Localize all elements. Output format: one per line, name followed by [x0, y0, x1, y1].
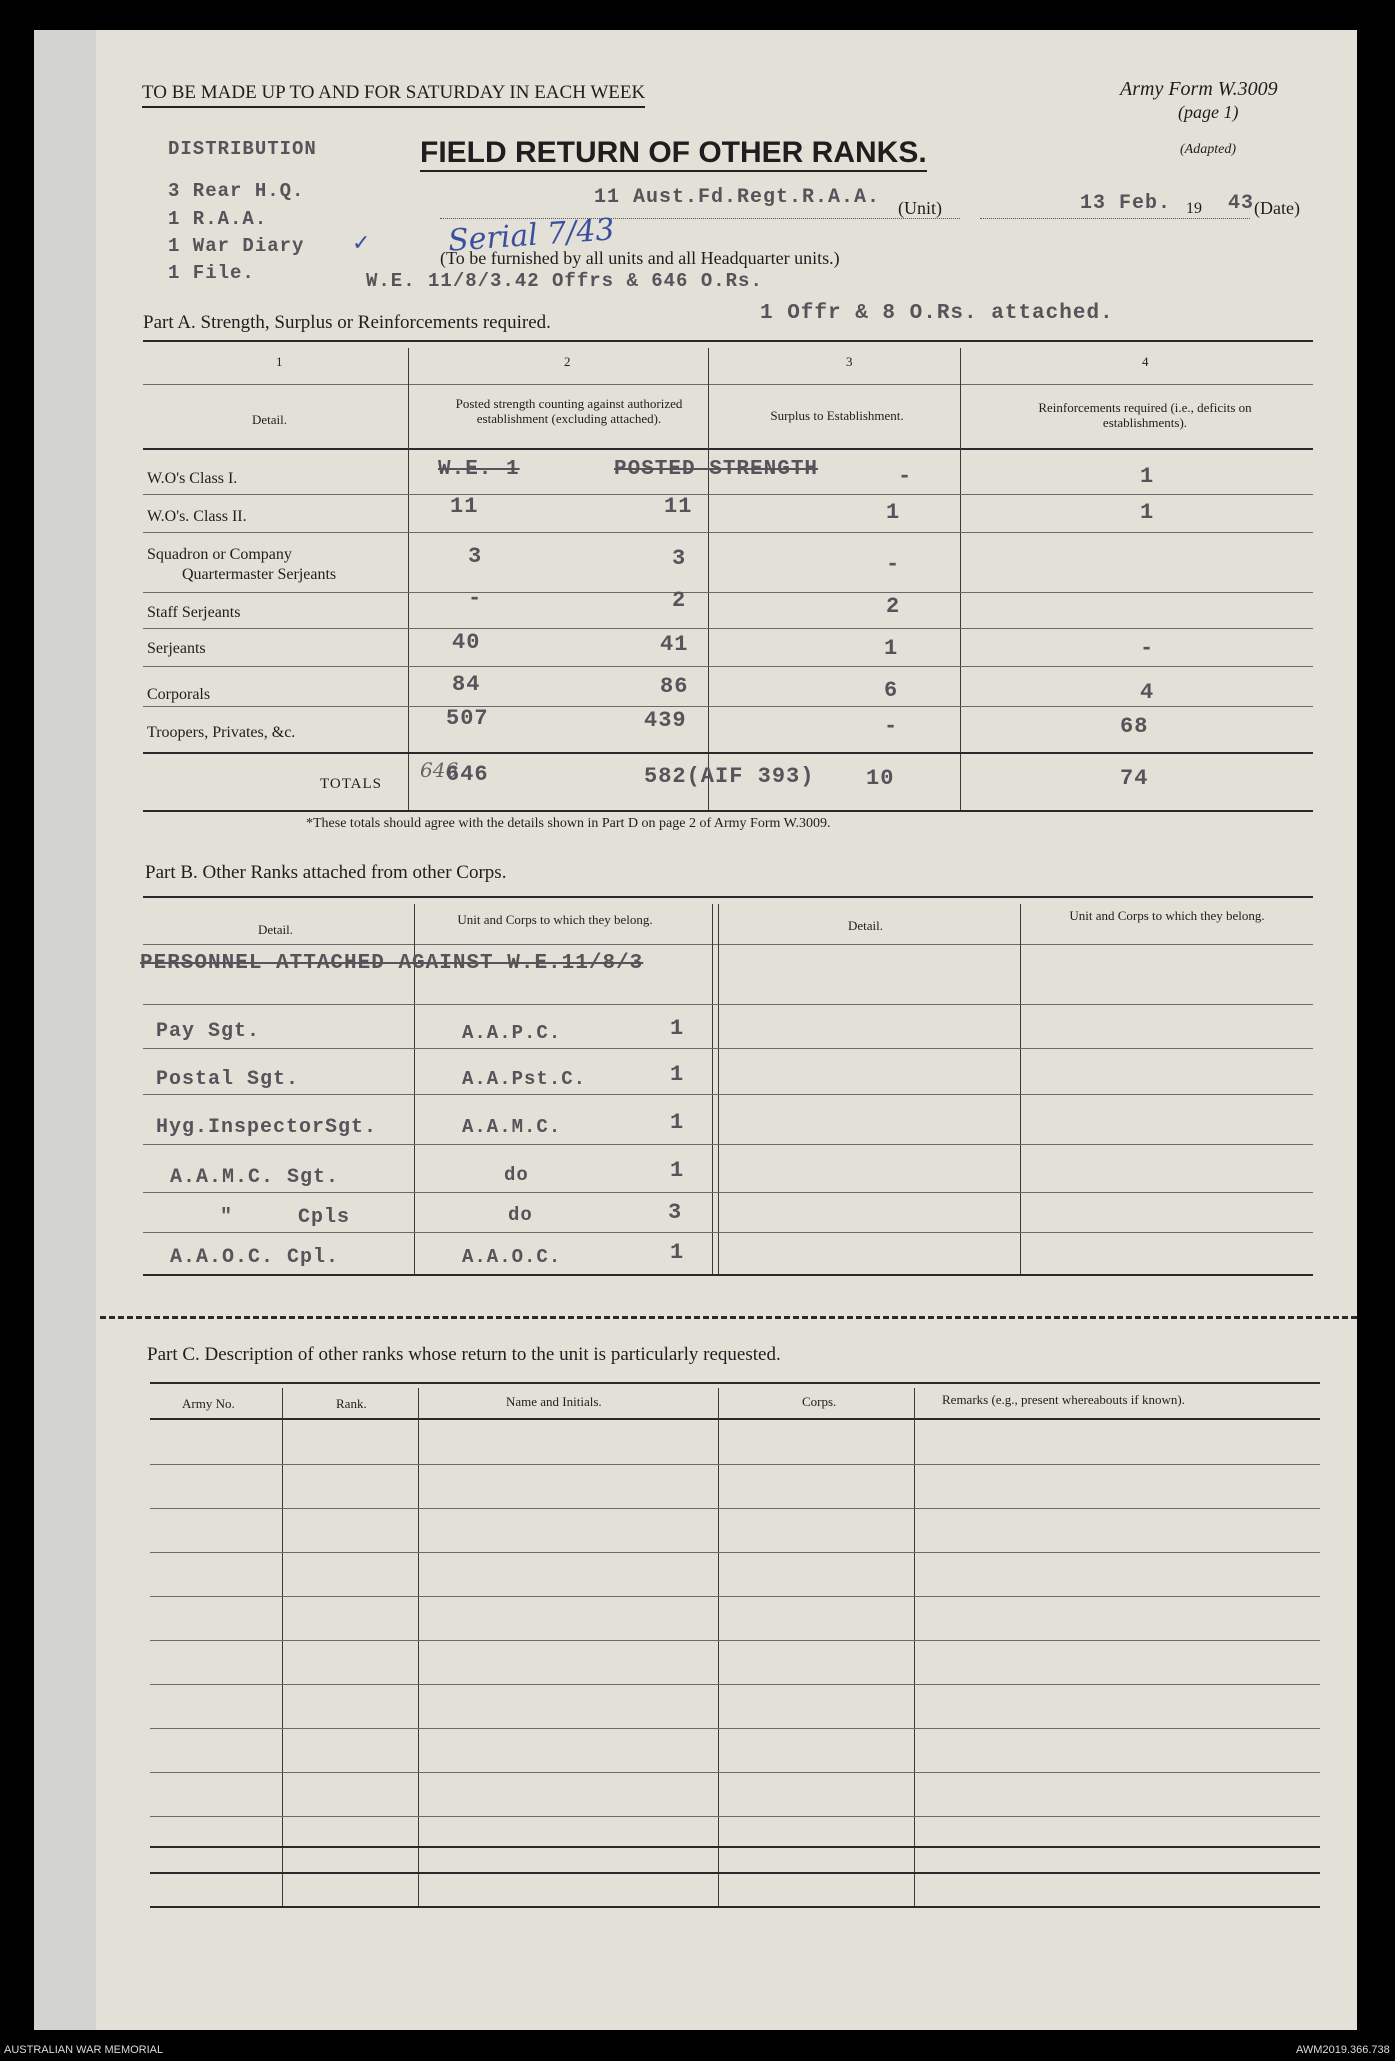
typed-attached-line: 1 Offr & 8 O.Rs. attached.: [760, 302, 1114, 325]
part-c-rule-2: [150, 1508, 1320, 1509]
distribution-line-4: 1 File.: [168, 262, 255, 284]
part-b-vline-2: [712, 904, 713, 1274]
adapted-note: (Adapted): [1180, 142, 1236, 157]
part-a-vline-3: [960, 348, 961, 812]
distribution-line-2: 1 R.A.A.: [168, 208, 268, 230]
row-staff-sjts-posted: 2: [672, 588, 687, 613]
typed-we-line: W.E. 11/8/3.42 Offrs & 646 O.Rs.: [366, 270, 763, 292]
tear-dashed-line: [100, 1316, 1357, 1319]
row-label-wo1: W.O's Class I.: [147, 470, 238, 487]
row-corporals-reinf: 4: [1140, 680, 1155, 705]
row-serjeants-reinf: -: [1140, 636, 1155, 661]
part-c-rule-1: [150, 1464, 1320, 1465]
part-c-top-rule: [150, 1382, 1320, 1384]
row-corporals-posted: 86: [660, 674, 689, 699]
row-label-sqms: Squadron or Company: [147, 546, 292, 563]
part-a-vline-1: [408, 348, 409, 812]
row-staff-sjts-surplus: 2: [886, 594, 901, 619]
part-b-row5-detail: " Cpls: [220, 1206, 351, 1229]
distribution-heading: DISTRIBUTION: [168, 138, 317, 160]
part-b-row5-count: 3: [668, 1200, 683, 1225]
part-b-rule-5: [143, 1192, 1313, 1193]
part-c-vline-2: [418, 1388, 419, 1908]
row-rule-3: [143, 592, 1313, 593]
row-label-corporals: Corporals: [147, 686, 211, 703]
row-sqms-posted: 3: [672, 546, 687, 571]
part-b-row3-detail: Hyg.InspectorSgt.: [156, 1116, 378, 1139]
totals-reinf: 74: [1120, 766, 1149, 791]
row-rule-5: [143, 666, 1313, 667]
row-serjeants-posted: 41: [660, 632, 689, 657]
part-b-row4-detail: A.A.M.C. Sgt.: [170, 1166, 340, 1189]
part-a-header-reinforcements: Reinforcements required (i.e., deficits on establishments).: [1038, 400, 1252, 430]
part-c-header-rank: Rank.: [336, 1396, 367, 1411]
row-troopers-surplus: -: [884, 714, 899, 739]
row-corporals-we: 84: [452, 672, 481, 697]
part-c-rule-5: [150, 1640, 1320, 1641]
part-c-header-army-no: Army No.: [182, 1396, 235, 1411]
totals-top-rule: [143, 752, 1313, 754]
part-a-typed-we: W.E. 1: [438, 458, 520, 481]
form-page: (page 1): [1178, 102, 1239, 122]
part-b-row5-unit: do: [508, 1204, 533, 1226]
part-b-title: Part B. Other Ranks attached from other Corps.: [145, 862, 507, 883]
part-c-vline-4: [914, 1388, 915, 1908]
row-sqms-surplus: -: [886, 552, 901, 577]
row-corporals-surplus: 6: [884, 678, 899, 703]
part-a-title: Part A. Strength, Surplus or Reinforcements required.: [143, 312, 551, 333]
part-b-row4-unit: do: [504, 1164, 529, 1186]
row-wo2-surplus: 1: [886, 500, 901, 525]
row-rule-2: [143, 532, 1313, 533]
part-c-header-remarks: Remarks (e.g., present whereabouts if known).: [942, 1392, 1185, 1407]
totals-label: TOTALS: [320, 776, 383, 792]
part-a-header-detail: Detail.: [252, 412, 288, 427]
part-b-header-rule: [143, 944, 1313, 945]
part-b-vline-3: [718, 904, 719, 1274]
part-a-top-rule: [143, 340, 1313, 342]
row-label-sqms-2: Quartermaster Serjeants: [182, 566, 337, 583]
part-b-row6-detail: A.A.O.C. Cpl.: [170, 1246, 340, 1269]
totals-bottom-rule: [143, 810, 1313, 812]
part-b-rule-6: [143, 1232, 1313, 1233]
part-b-row1-unit: A.A.P.C.: [462, 1022, 562, 1044]
row-label-wo2: W.O's. Class II.: [147, 508, 247, 525]
row-wo2-posted: 11: [664, 494, 693, 519]
part-c-vline-3: [718, 1388, 719, 1908]
row-serjeants-surplus: 1: [884, 636, 899, 661]
date-year: 43: [1228, 192, 1255, 215]
totals-surplus: 10: [866, 766, 895, 791]
part-c-rule-3: [150, 1552, 1320, 1553]
part-b-row1-detail: Pay Sgt.: [156, 1020, 261, 1043]
part-c-title: Part C. Description of other ranks whose return to the unit is particularly requested.: [147, 1344, 781, 1365]
part-b-rule-2: [143, 1048, 1313, 1049]
totals-posted: 582(AIF 393): [644, 764, 815, 789]
part-b-row3-count: 1: [670, 1110, 685, 1135]
totals-we: 646: [446, 762, 489, 787]
part-c-rule-11: [150, 1872, 1320, 1874]
part-c-rule-9: [150, 1816, 1320, 1817]
distribution-line-3: 1 War Diary: [168, 235, 305, 257]
form-title: FIELD RETURN OF OTHER RANKS.: [420, 136, 927, 172]
part-b-header-detail-left: Detail.: [258, 922, 294, 937]
row-staff-sjts-we: -: [468, 586, 483, 611]
part-b-row2-count: 1: [670, 1062, 685, 1087]
check-mark: ✓: [352, 230, 371, 255]
col-number-4: 4: [1142, 354, 1149, 369]
unit-value: 11 Aust.Fd.Regt.R.A.A.: [594, 186, 881, 209]
row-rule-6: [143, 706, 1313, 707]
footer-right: AWM2019.366.738: [1296, 2044, 1390, 2056]
part-a-header-posted: Posted strength counting against authorized establishment (excluding attached).: [455, 396, 683, 426]
row-label-troopers: Troopers, Privates, &c.: [147, 724, 296, 741]
row-troopers-we: 507: [446, 706, 489, 731]
part-b-header-unit-left: Unit and Corps to which they belong.: [457, 912, 653, 927]
paper-edge-strip: [34, 30, 96, 2030]
part-c-header-name: Name and Initials.: [506, 1394, 602, 1409]
part-b-bottom-rule: [143, 1274, 1313, 1276]
date-label: (Date): [1254, 198, 1300, 218]
part-c-bottom-rule: [150, 1906, 1320, 1908]
date-value: 13 Feb.: [1080, 192, 1172, 215]
row-sqms-we: 3: [468, 544, 483, 569]
part-c-rule-6: [150, 1684, 1320, 1685]
furnish-note: (To be furnished by all units and all Headquarter units.): [440, 248, 840, 268]
row-rule-4: [143, 628, 1313, 629]
row-troopers-reinf: 68: [1120, 714, 1149, 739]
distribution-line-1: 3 Rear H.Q.: [168, 180, 305, 202]
totals-handwritten: 646: [420, 758, 459, 782]
date-dotted-line: [980, 218, 1250, 219]
part-c-rule-10: [150, 1846, 1320, 1848]
part-c-rule-4: [150, 1596, 1320, 1597]
part-b-row2-detail: Postal Sgt.: [156, 1068, 300, 1091]
row-serjeants-we: 40: [452, 630, 481, 655]
part-b-rule-3: [143, 1094, 1313, 1095]
part-c-rule-8: [150, 1772, 1320, 1773]
row-wo2-reinf: 1: [1140, 500, 1155, 525]
part-a-header-rule: [143, 448, 1313, 450]
part-b-header-unit-right: Unit and Corps to which they belong.: [1069, 908, 1265, 923]
part-b-vline-4: [1020, 904, 1021, 1274]
part-c-header-corps: Corps.: [802, 1394, 837, 1409]
row-wo1-reinf: 1: [1140, 464, 1155, 489]
instruction-text: TO BE MADE UP TO AND FOR SATURDAY IN EACH WEEK: [142, 82, 645, 108]
part-b-row3-unit: A.A.M.C.: [462, 1116, 562, 1138]
part-b-row6-unit: A.A.O.C.: [462, 1246, 562, 1268]
part-b-row6-count: 1: [670, 1240, 685, 1265]
form-number: Army Form W.3009: [1120, 78, 1278, 100]
part-c-vline-1: [282, 1388, 283, 1908]
row-label-staff-sjts: Staff Serjeants: [147, 604, 241, 621]
part-a-number-rule: [143, 384, 1313, 385]
col-number-2: 2: [564, 354, 571, 369]
handwritten-serial: Serial 7/43: [446, 212, 616, 259]
part-b-rule-1: [143, 1004, 1313, 1005]
part-a-typed-posted: POSTED STRENGTH: [614, 458, 819, 481]
date-year-prefix: 19: [1186, 200, 1202, 217]
part-a-vline-2: [708, 348, 709, 812]
row-rule-1: [143, 494, 1313, 495]
part-b-top-rule: [143, 896, 1313, 898]
part-a-footnote: *These totals should agree with the details shown in Part D on page 2 of Army Form W.3009.: [306, 816, 831, 831]
row-wo1-surplus: -: [898, 464, 913, 489]
footer-left: AUSTRALIAN WAR MEMORIAL: [4, 2044, 164, 2056]
part-b-header-detail-right: Detail.: [848, 918, 884, 933]
part-c-rule-7: [150, 1728, 1320, 1729]
part-b-row1-count: 1: [670, 1016, 685, 1041]
row-label-serjeants: Serjeants: [147, 640, 206, 657]
row-wo2-we: 11: [450, 494, 479, 519]
part-b-rule-4: [143, 1144, 1313, 1145]
part-b-row4-count: 1: [670, 1158, 685, 1183]
part-b-typed-heading: PERSONNEL ATTACHED AGAINST W.E.11/8/3: [140, 952, 644, 975]
part-b-row2-unit: A.A.Pst.C.: [462, 1068, 587, 1090]
unit-label: (Unit): [898, 198, 942, 218]
part-a-header-surplus: Surplus to Establishment.: [770, 408, 904, 423]
row-troopers-posted: 439: [644, 708, 687, 733]
col-number-1: 1: [276, 354, 283, 369]
part-c-header-rule: [150, 1418, 1320, 1420]
col-number-3: 3: [846, 354, 853, 369]
